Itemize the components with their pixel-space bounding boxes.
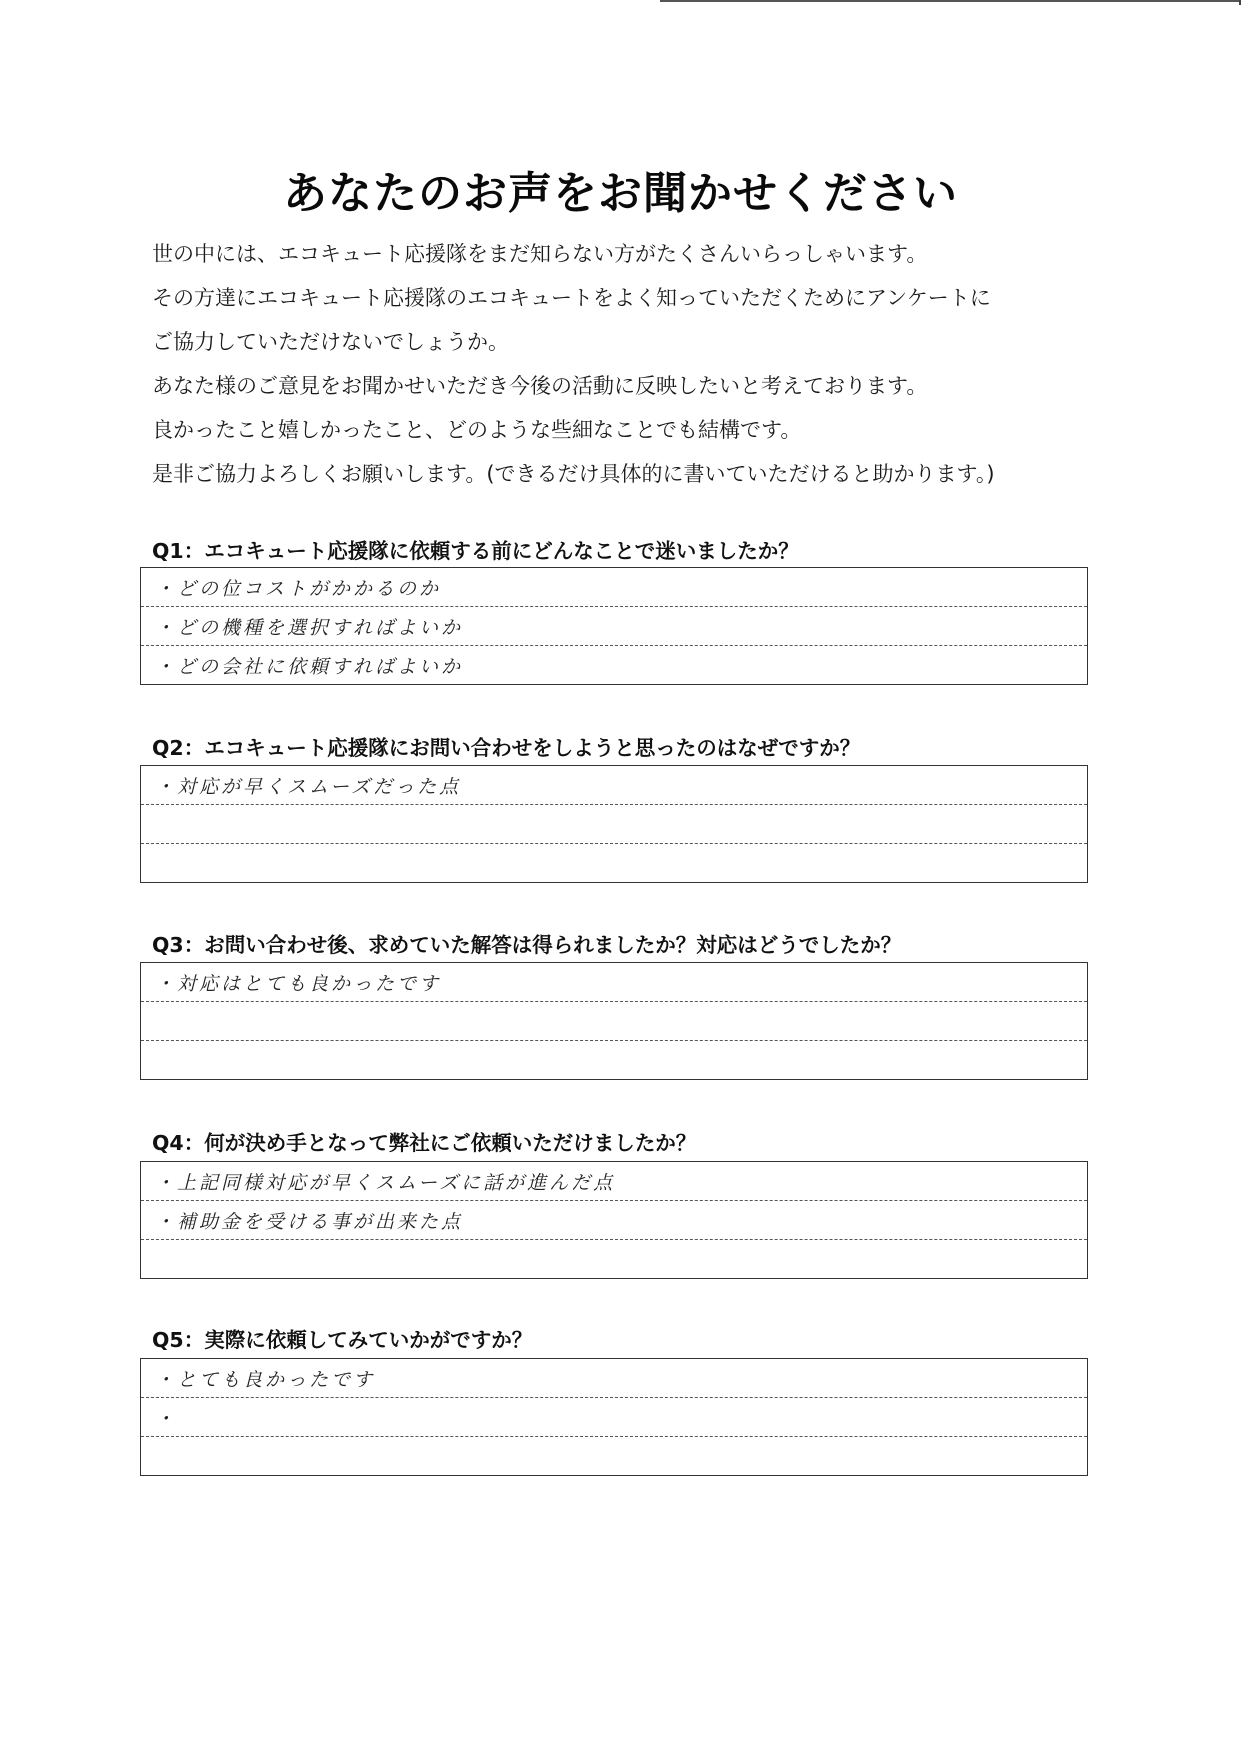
intro-line: 是非ご協力よろしくお願いします。(できるだけ具体的に書いていただけると助かります。): [152, 462, 995, 486]
question-label: Q1：エコキュート応援隊に依頼する前にどんなことで迷いましたか？: [152, 539, 799, 563]
answer-line[interactable]: [141, 607, 1087, 646]
handwritten-answer: ・どの会社に依頼すればよいか: [155, 656, 464, 678]
intro-line: あなた様のご意見をお聞かせいただき今後の活動に反映したいと考えております。: [152, 374, 928, 398]
page-title: あなたのお声をお聞かせください: [283, 168, 958, 220]
intro-line: 良かったこと嬉しかったこと、どのような些細なことでも結構です。: [152, 418, 802, 442]
question-4: [152, 1130, 1100, 1233]
answer-box: [140, 1161, 1088, 1279]
answer-line[interactable]: [141, 1437, 1087, 1475]
question-2: [152, 735, 1100, 798]
handwritten-answer: ・対応が早くスムーズだった点: [155, 776, 462, 798]
handwritten-answer: ・どの機種を選択すればよいか: [155, 617, 464, 639]
intro-line: その方達にエコキュート応援隊のエコキュートをよく知っていただくためにアンケートに: [152, 286, 991, 310]
answer-line[interactable]: [141, 1162, 1087, 1201]
intro-text: [152, 236, 1112, 500]
question-5: [152, 1327, 1100, 1430]
scan-edge-artifact: [660, 0, 1241, 2]
handwritten-answer: ・対応はとても良かったです: [155, 973, 442, 995]
answer-line[interactable]: [141, 1240, 1087, 1278]
question-label: Q5：実際に依頼してみていかがですか？: [152, 1328, 533, 1352]
question-3: [152, 932, 1100, 995]
answer-box: [140, 567, 1088, 685]
answer-line[interactable]: [141, 1398, 1087, 1437]
question-label: Q4：何が決め手となって弊社にご依頼いただけましたか？: [152, 1131, 697, 1155]
answer-line[interactable]: [141, 963, 1087, 1002]
answer-line[interactable]: [141, 805, 1087, 844]
handwritten-answer: ・上記同様対応が早くスムーズに話が進んだ点: [155, 1172, 616, 1194]
handwritten-answer: ・とても良かったです: [155, 1369, 376, 1391]
question-label: Q2：エコキュート応援隊にお問い合わせをしようと思ったのはなぜですか？: [152, 736, 861, 760]
answer-line[interactable]: [141, 1002, 1087, 1041]
answer-box: [140, 765, 1088, 883]
intro-line: 世の中には、エコキュート応援隊をまだ知らない方がたくさんいらっしゃいます。: [152, 242, 928, 266]
question-label: Q3：お問い合わせ後、求めていた解答は得られましたか？対応はどうでしたか？: [152, 933, 902, 957]
answer-box: [140, 962, 1088, 1080]
answer-line[interactable]: [141, 1359, 1087, 1398]
answer-line[interactable]: [141, 1041, 1087, 1079]
answer-line[interactable]: [141, 1201, 1087, 1240]
handwritten-answer: ・どの位コストがかかるのか: [155, 578, 442, 600]
answer-line[interactable]: [141, 568, 1087, 607]
question-1: [152, 538, 1100, 678]
handwritten-answer: ・: [155, 1408, 178, 1430]
answer-line[interactable]: [141, 844, 1087, 882]
answer-box: [140, 1358, 1088, 1476]
intro-line: ご協力していただけないでしょうか。: [152, 330, 509, 354]
answer-line[interactable]: [141, 766, 1087, 805]
handwritten-answer: ・補助金を受ける事が出来た点: [155, 1211, 464, 1233]
answer-line[interactable]: [141, 646, 1087, 684]
